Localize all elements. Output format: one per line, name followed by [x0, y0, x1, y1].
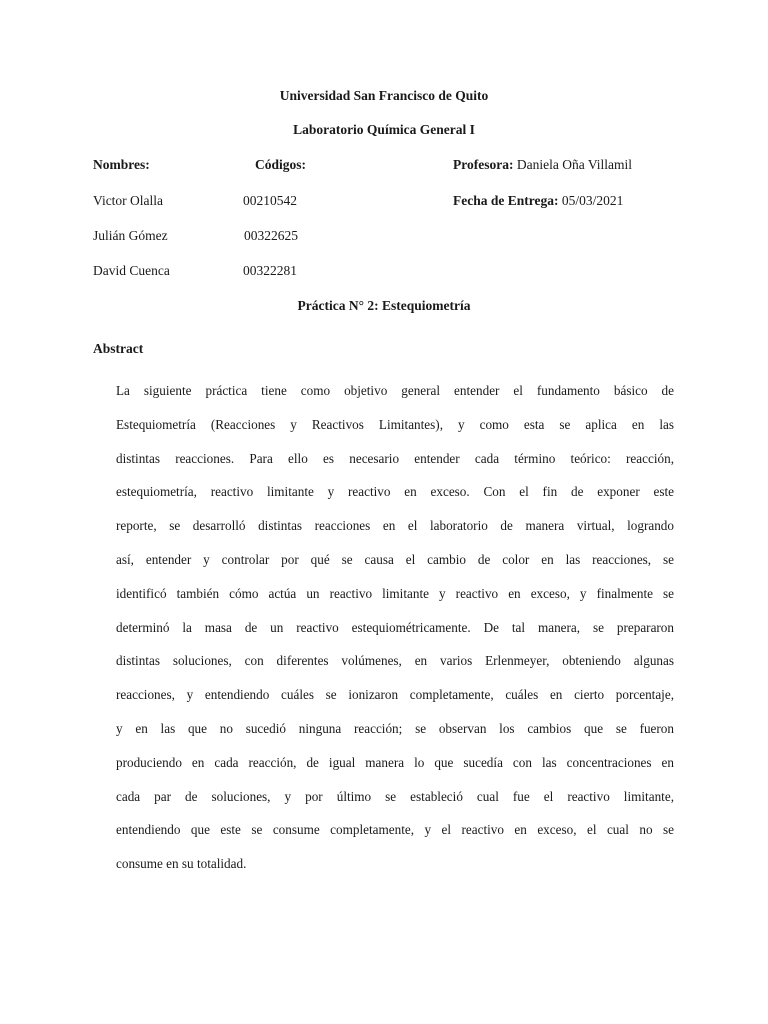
abstract-line: cada par de soluciones, y por último se estableció cual fue el reactivo limitante, — [116, 788, 674, 804]
student-name: David Cuenca — [93, 263, 170, 278]
student-name: Victor Olalla — [93, 193, 164, 208]
abstract-line: entendiendo que este se consume completamente, y el reactivo en exceso, el cual no se — [116, 822, 674, 838]
abstract-body — [116, 377, 674, 884]
student-code: 00210542 — [243, 193, 297, 208]
abstract-line: distintas soluciones, con diferentes volúmenes, en varios Erlenmeyer, obteniendo algunas — [116, 653, 674, 669]
abstract-line: produciendo en cada reacción, de igual manera lo que sucedía con las concentraciones en — [116, 754, 674, 770]
abstract-line: y en las que no sucedió ninguna reacción; se observan los cambios que se fueron — [116, 720, 674, 736]
professor-label: Profesora: — [453, 157, 514, 172]
due-date-label: Fecha de Entrega: — [453, 193, 559, 208]
due-date-field — [453, 193, 623, 209]
abstract-line: distintas reacciones. Para ello es necesario entender cada término teórico: reacción, — [116, 450, 674, 466]
abstract-line: reporte, se desarrolló distintas reacciones en el laboratorio de manera virtual, logrando — [116, 518, 674, 534]
professor-name: Daniela Oña Villamil — [513, 157, 633, 172]
abstract-line: Estequiometría (Reacciones y Reactivos Limitantes), y como esta se aplica en las — [116, 416, 674, 432]
codes-label: Códigos: — [255, 157, 307, 172]
student-name: Julián Gómez — [93, 228, 168, 243]
due-date-value: 05/03/2021 — [558, 193, 624, 208]
practice-title: Práctica N° 2: Estequiometría — [297, 298, 471, 313]
abstract-line: determinó la masa de un reactivo estequiométricamente. De tal manera, se prepararon — [116, 619, 674, 635]
student-code: 00322281 — [243, 263, 297, 278]
abstract-line: estequiometría, reactivo limitante y reactivo en exceso. Con el fin de exponer este — [116, 484, 674, 500]
abstract-line: reacciones, y entendiendo cuáles se ionizaron completamente, cuáles en cierto porcentaje, — [116, 687, 674, 703]
abstract-line: consume en su totalidad. — [116, 856, 247, 872]
student-code: 00322625 — [244, 228, 298, 243]
abstract-heading: Abstract — [93, 341, 144, 356]
abstract-line: así, entender y controlar por qué se causa el cambio de color en las reacciones, se — [116, 551, 674, 567]
names-label: Nombres: — [93, 157, 150, 172]
professor-field — [453, 157, 632, 173]
abstract-line: identificó también cómo actúa un reactivo limitante y reactivo en exceso, y finalmente se — [116, 585, 674, 601]
course-title: Laboratorio Química General I — [293, 122, 475, 137]
abstract-line: La siguiente práctica tiene como objetivo general entender el fundamento básico de — [116, 383, 674, 398]
university-title: Universidad San Francisco de Quito — [279, 88, 489, 103]
